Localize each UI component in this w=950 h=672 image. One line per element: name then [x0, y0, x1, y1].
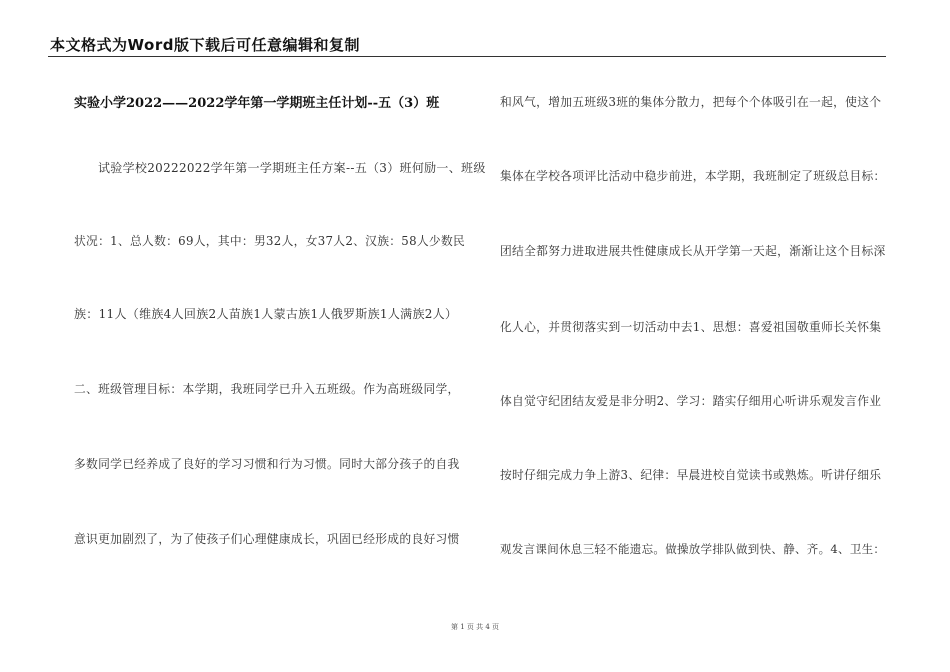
right-line-6: 按时仔细完成力争上游3、纪律：早晨进校自觉读书或熟炼。听讲仔细乐	[500, 468, 882, 482]
left-line-1: 试验学校20222022学年第一学期班主任方案--五（3）班何励一、班级	[98, 161, 486, 175]
right-line-5: 体自觉守纪团结友爱是非分明2、学习：踏实仔细用心听讲乐观发言作业	[500, 394, 882, 408]
right-line-3: 团结全都努力进取进展共性健康成长从开学第一天起，渐渐让这个目标深	[500, 244, 886, 258]
right-line-7: 观发言课间休息三轻不能遗忘。做操放学排队做到快、静、齐。4、卫生：	[500, 542, 886, 556]
document-banner: 本文格式为Word版下载后可任意编辑和复制	[50, 36, 360, 54]
banner-divider	[48, 56, 886, 57]
left-line-4: 二、班级管理目标：本学期，我班同学已升入五班级。作为高班级同学，	[74, 382, 460, 396]
document-title: 实验小学2022——2022学年第一学期班主任计划--五（3）班	[74, 96, 440, 111]
right-line-1: 和风气，增加五班级3班的集体分散力，把每个个体吸引在一起，使这个	[500, 95, 882, 109]
page-footer: 第 1 页 共 4 页	[450, 623, 500, 631]
right-line-4: 化人心，并贯彻落实到一切活动中去1、思想：喜爱祖国敬重师长关怀集	[500, 320, 882, 334]
left-line-2: 状况：1、总人数：69人，其中：男32人，女37人2、汉族：58人少数民	[74, 234, 466, 248]
right-line-2: 集体在学校各项评比活动中稳步前进，本学期，我班制定了班级总目标：	[500, 169, 886, 183]
left-line-6: 意识更加剧烈了，为了使孩子们心理健康成长，巩固已经形成的良好习惯	[74, 532, 460, 546]
left-line-5: 多数同学已经养成了良好的学习习惯和行为习惯。同时大部分孩子的自我	[74, 457, 460, 471]
left-line-3: 族：11人（维族4人回族2人苗族1人蒙古族1人俄罗斯族1人满族2人）	[74, 307, 458, 321]
